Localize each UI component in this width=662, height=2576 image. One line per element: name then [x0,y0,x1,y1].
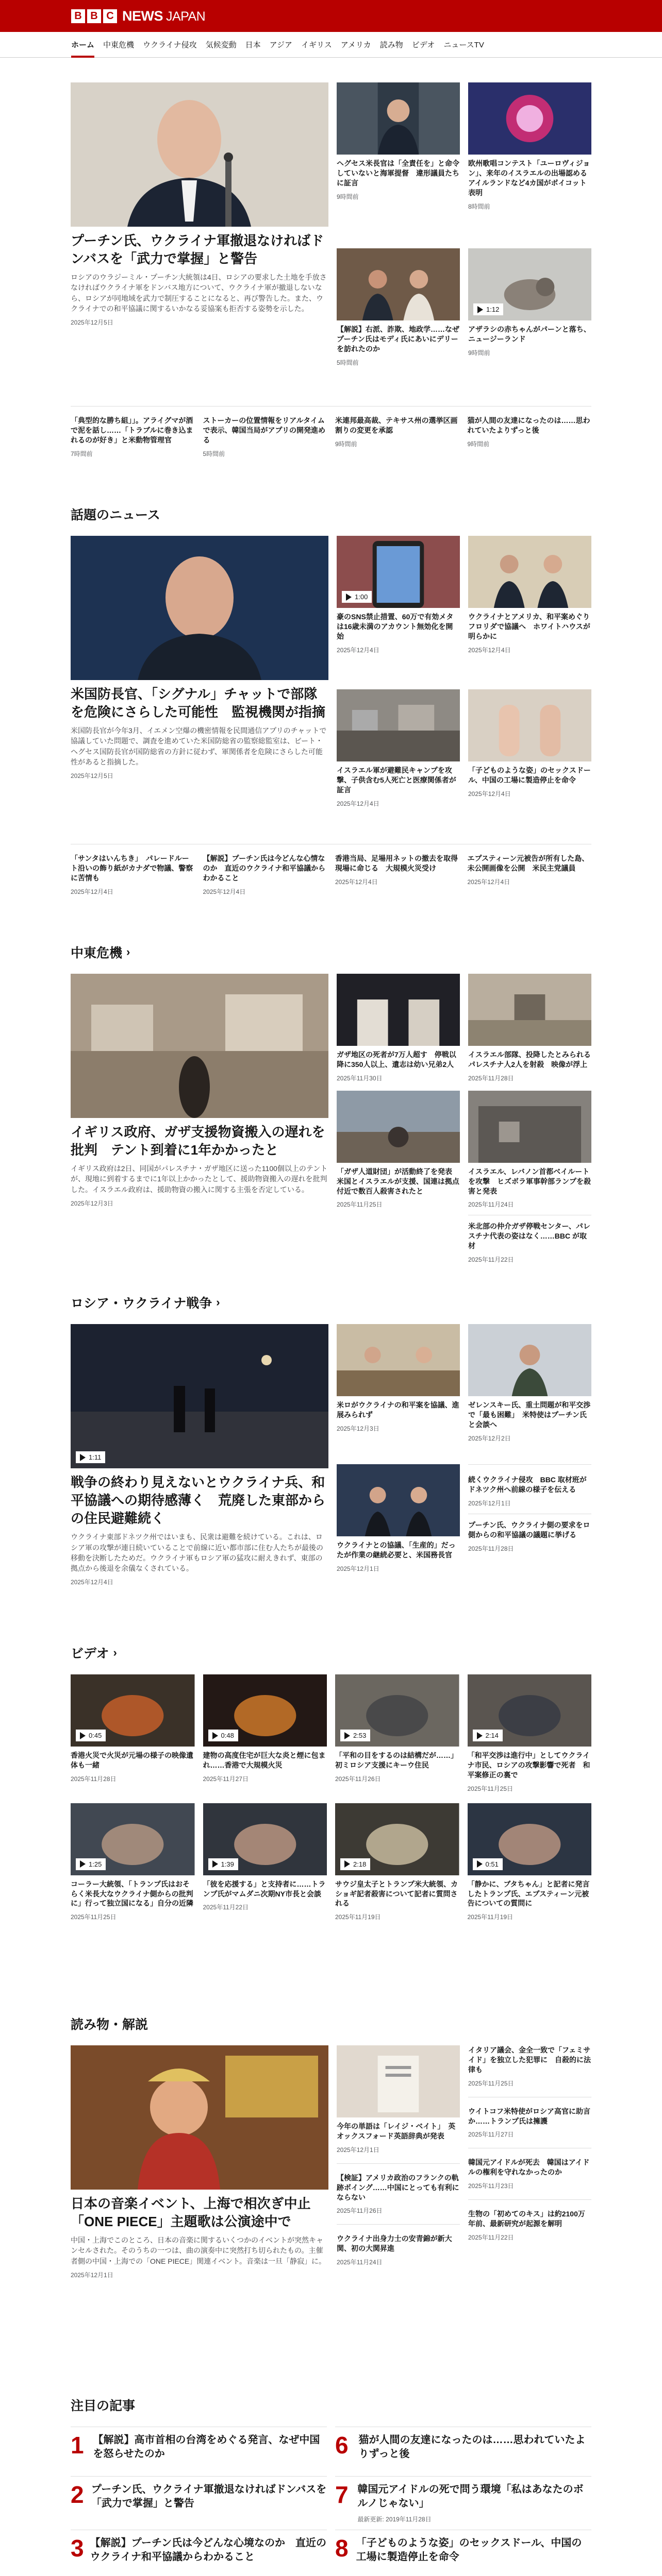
nav-item-climate[interactable]: 気候変動 [205,41,237,49]
nav-item-us[interactable]: アメリカ [340,41,371,49]
story-card[interactable] [337,1324,460,1456]
headline-item[interactable] [468,1464,591,1507]
brand-name[interactable] [122,8,205,24]
video-title[interactable]: 建物の高度住宅が巨大な炎と煙に包まれ……香港で大規模火災 [203,1751,326,1769]
play-icon [344,1860,350,1868]
video-duration: 0:51 [485,1860,499,1868]
video-date: 2025年11月22日 [203,1904,249,1911]
story-date: 2025年12月4日 [468,790,511,798]
lead-story-summary: ロシアのウラジーミル・プーチン大統領は4日、ロシアの要求した土地を手放さなければウクライナ軍をドンバス地方について、ウクライナ軍が撤退しないなら、ロシアが同地域を武力で制圧することになると、再び警告した。また、ウクライナでの和平協議に関するいかなる妥協案も拒否する姿勢を示した。 [71,273,327,313]
lead-story-image [71,1324,328,1468]
lead-story-title[interactable]: イギリス政府、ガザ支援物資搬入の遅れを批判 テント到着に1年かかったと [71,1124,325,1158]
headline-date: 2025年11月22日 [468,2234,514,2242]
rank-number: 3 [71,2535,84,2562]
most-read-title[interactable]: 【解説】プーチン氏は今どんな心境なのか 直近のウクライナ和平協議からわかること [90,2537,326,2563]
most-read-title[interactable]: 韓国元アイドルの死で問う環境「私はあなたのボルノじゃない」 [357,2484,584,2509]
video-card[interactable] [71,1674,195,1793]
video-title[interactable]: 「静かに、ブタちゃん」と記者に発言したトランプ氏、エプスティーン元被告についての質問に [467,1879,590,1908]
video-duration: 1:00 [355,593,368,601]
most-read-item[interactable] [335,2530,591,2576]
video-duration: 2:18 [353,1860,367,1868]
headline-title[interactable]: 香港当局、足場用ネットの撤去を取得現場に命じる 大規模火災受け [335,854,458,872]
video-title[interactable]: 「平和の目をするのは結構だが……」初ミロシア支援にキーウ住民 [335,1751,458,1769]
lead-story-date: 2025年12月1日 [71,2272,113,2279]
lead-story[interactable] [71,536,328,835]
story-image [468,248,591,320]
headline-title[interactable]: 「典型的な勝ち組」」。アライグマが酒で泥を話し……「トラブルに巻き込まれるのが好き」と米動物管理官 [71,416,193,444]
story-title[interactable]: 【解説】右派、詐欺、地政学……なぜプーチン氏はモディ氏にあいにデリーを訪れたのか [337,325,459,353]
story-image [337,2045,460,2117]
story-title[interactable]: ウクライナとアメリカ、和平案めぐりフロリダで協議へ ホワイトハウスが明らかに [468,613,590,640]
video-thumbnail [203,1674,327,1747]
mideast-section [71,943,591,1283]
video-card[interactable] [203,1803,327,1922]
play-icon [477,306,483,313]
play-icon [477,1860,483,1868]
rank-number: 8 [335,2535,349,2562]
most-read-title[interactable]: 猫が人間の友達になったのは……思われていたよりずっと後 [358,2434,586,2460]
most-read-item[interactable] [71,2476,327,2530]
bbc-logo-letter: C [103,9,117,23]
lead-story-title[interactable]: 戦争の終わり見えないとウクライナ兵、和平協議への期待感薄く 荒廃した東部からの住民避難続く [71,1475,326,1527]
story-title[interactable]: イスラエル、レバノン首都ベイルートを攻撃 ヒズボラ軍事幹部ランプを殺害と発表 [468,1167,591,1195]
most-read-title[interactable]: プーチン氏、ウクライナ軍撤退なければドンバスを「武力で掌握」と警告 [91,2484,327,2509]
divider [468,2199,591,2200]
play-button[interactable] [76,1858,106,1870]
section-title: 注目の記事 [71,2399,136,2413]
main-nav [0,32,662,58]
headline-title[interactable]: ストーカーの位置情報をリアルタイムで表示、韓国当局がアプリの開発進める [203,416,325,444]
story-title[interactable]: 豪のSNS禁止措置、60万で有効メタは16歳未満のアカウント無効化を開始 [337,613,454,640]
story-card[interactable] [337,82,460,240]
lead-story-date: 2025年12月5日 [71,772,113,780]
story-title[interactable]: イスラエル軍が避難民キャンプを攻撃、子供含む5人死亡と医療関係者が証言 [337,766,456,794]
story-title[interactable]: プーチン氏、ウクライナ側の要求をロ側からの和平協議の議題に挙げる [468,1520,590,1539]
headline-title[interactable]: 韓国元アイドルが死去 韓国はアイドルの権利を守れなかったのか [468,2158,590,2177]
story-card[interactable] [468,689,591,835]
story-date: 2025年12月1日 [337,2146,379,2154]
video-duration: 1:39 [221,1860,234,1868]
story-card[interactable] [468,1091,591,1264]
main-content [71,58,594,2576]
section-title[interactable] [71,943,591,961]
video-grid [71,1674,591,1921]
video-thumbnail [203,1803,327,1875]
lead-story[interactable] [71,2045,328,2279]
headline-title[interactable]: ウイトコフ米特使がロシア高官に助言か……トランプ氏は擁護 [468,2107,591,2125]
story-card[interactable] [468,82,594,240]
video-title[interactable]: コーラー大統領、「トランプ氏はおそらく米長大なウクライナ側からの批判に」行って独立国になる」自分の近隣 [71,1879,193,1908]
story-date: 2025年12月4日 [337,800,379,807]
most-read-section [71,2396,591,2576]
nav-item-asia[interactable]: アジア [269,41,293,49]
headline-date: 2025年11月26日 [337,2207,383,2215]
story-title[interactable]: ゼレンスキー氏、重土問題が和平交渉で「最も困難」 米特使はプーチン氏と会談へ [468,1401,591,1429]
story-date: 2025年11月30日 [337,1074,383,1082]
play-icon [346,594,352,601]
video-card[interactable] [335,1803,459,1922]
headline-item[interactable] [468,2209,591,2242]
play-icon [212,1732,218,1739]
headline-title[interactable]: ウクライナ出身力士の安青錦が新大関、初の大関昇進 [337,2234,452,2253]
rank-number: 1 [71,2432,84,2459]
brand-region: JAPAN [166,9,206,24]
nav-item-mideast[interactable]: 中東危機 [103,41,135,49]
divider [337,2163,460,2164]
video-duration: 1:11 [89,1453,102,1461]
video-card[interactable] [468,1674,592,1793]
lead-story-image [71,536,328,680]
story-image [337,689,460,761]
lead-story[interactable] [71,82,328,397]
headline-title[interactable]: 【検証】アメリカ政治のフランクの軌跡ボイング……中国にとっても有利にならない [337,2173,459,2201]
headline-title[interactable]: 米北部の仲介ガザ停戦センター、パレスチナ代表の姿はなく……BBC が取材 [468,1222,590,1250]
story-image [337,1324,460,1396]
video-thumbnail [468,1803,592,1875]
lead-story-date: 2025年12月3日 [71,1200,113,1208]
play-button[interactable] [473,303,503,315]
story-title[interactable]: ヘグセス米長官は「全責任を」と命令していないと海軍提督 違形議員たちに証言 [337,159,459,187]
headline-date: 7時間前 [71,450,93,457]
reads-section [71,2014,591,2385]
nav-item-japan[interactable]: 日本 [245,41,261,49]
video-date: 2025年11月25日 [467,1785,514,1792]
story-card[interactable] [337,974,460,1082]
ukraine-section [71,1293,591,1633]
video-date: 2025年11月27日 [203,1775,249,1783]
rank-number: 2 [71,2481,84,2508]
story-date: 2025年12月3日 [337,1425,379,1432]
story-image [337,536,460,608]
story-date: 2025年11月24日 [468,1201,514,1209]
story-date: 8時間前 [468,202,490,210]
headline-title[interactable]: 生物の「初めてのキス」は約2100万年前、最新研究が起源を解明 [468,2210,585,2228]
video-card[interactable] [71,1803,195,1922]
lead-story-summary: ウクライナ東部ドネツク州ではいまも、民衆は避難を続けている。これは、ロシア軍の攻撃が連日続いていることで前線に近い都市部に住む人たちが最後の移動を決断したためだ。ウクライナ軍もロシア軍の猛攻に耐えきれず、東部の拠点から後退を余儀なくされている。 [71,1533,323,1573]
nav-item-video[interactable]: ビデオ [411,41,435,49]
story-date: 5時間前 [337,359,359,367]
lead-story-image [71,82,328,227]
video-thumbnail [335,1803,459,1875]
story-image [468,689,591,761]
headline-date: 9時間前 [335,440,357,448]
lead-story-summary: イギリス政府は2日、同国がパレスチナ・ガザ地区に送った1100個以上のテントが、現地に到着するまでに1年以上かかったとして、援助物資搬入の遅れを批判した。イスラエル政府は、援助物資の搬入に関する主張を否定している。 [71,1164,328,1194]
play-icon [212,1860,218,1868]
headline-item[interactable] [468,2158,591,2190]
story-card[interactable] [468,1464,591,1586]
headline-date: 2025年12月4日 [335,878,378,886]
story-title[interactable]: 米ロがウクライナの和平案を協議、進展みられず [337,1401,459,1419]
section-title[interactable] [71,1293,591,1312]
chevron-right-icon: › [126,945,130,958]
story-title[interactable]: 今年の単語は「レイジ・ベイト」 英オックスフォード英語辞典が発表 [337,2122,456,2140]
brand-news: NEWS [122,8,163,24]
video-thumbnail [71,1803,195,1875]
play-button[interactable] [340,1858,370,1870]
bbc-logo[interactable] [71,9,117,23]
most-read-item[interactable] [71,2427,327,2476]
bbc-logo-letter: B [71,9,85,23]
story-image [337,974,460,1046]
headline-item[interactable] [337,2234,460,2266]
story-title[interactable]: 「ガザ人道財団」が活動終了を発表 米国とイスラエルが支援、国連は拠点付近で数百人殺害されたと [337,1167,459,1195]
play-icon [477,1732,483,1739]
play-icon [80,1732,86,1739]
headline-item[interactable] [335,416,459,458]
video-card[interactable] [203,1674,327,1793]
story-title[interactable]: ガザ地区の死者が7万人超す 停戦以降に350人以上、遺志は幼い兄弟2人 [337,1050,456,1069]
story-image [468,536,591,608]
story-image [337,248,460,320]
play-button[interactable] [208,1858,238,1870]
lead-story-title[interactable]: 日本の音楽イベント、上海で相次ぎ中止 「ONE PIECE」主題歌は公演途中で [71,2196,324,2230]
video-thumbnail [335,1674,459,1747]
story-card[interactable] [337,689,460,835]
chevron-right-icon: › [113,1646,117,1659]
headline-title[interactable]: 「サンタはいんちき」 パレードルート沿いの飾り紙がカナダで物議、警察に苦情も [71,854,193,882]
nav-item-features[interactable]: 読み物 [379,41,403,49]
story-date: 2025年11月28日 [468,1545,514,1552]
story-image [337,1464,460,1536]
story-title[interactable]: アザラシの赤ちゃんがパーンと落ち、ニュージーランド [468,325,591,344]
story-date: 2025年11月28日 [468,1074,514,1082]
rank-number: 6 [335,2432,349,2459]
story-title[interactable]: 欧州歌唱コンテスト「ユーロヴィジョン」、来年のイスラエルの出場認める アイルランドなど4カ国がボイコット表明 [468,159,594,197]
headline-title[interactable]: 続くウクライナ侵攻 BBC 取材班がドネツク州へ前線の様子を伝える [468,1476,587,1494]
lead-story-summary: 中国・上海でこのところ、日本の音楽に関するいくつかのイベントが突然キャンセルされた。そのうちの一つは、曲の演奏中に突然打ち切られたもの。主催者側の中国・上海での「ONE PIECE」関連イベント。音楽は一旦「静寂」に。 [71,2236,326,2265]
most-read-item[interactable] [71,2530,327,2576]
story-title[interactable]: 「子どものような姿」のセックスドール、中国の工場に製造停止を命令 [468,766,591,784]
video-card[interactable] [468,1803,592,1922]
headline-title[interactable]: 米連邦最高裁、テキサス州の選挙区画割りの変更を承認 [335,416,458,434]
most-read-title[interactable]: 【解説】高市首相の台湾をめぐる発言、なぜ中国を怒らせたのか [93,2434,320,2460]
headline-date: 2025年11月23日 [468,2182,514,2190]
video-duration: 1:12 [486,306,500,314]
nav-item-ukraine[interactable]: ウクライナ侵攻 [143,41,197,49]
rank-number: 7 [335,2481,349,2508]
divider [337,2224,460,2225]
story-card[interactable] [337,2045,460,2154]
nav-item-uk[interactable]: イギリス [301,41,332,49]
chevron-right-icon: › [216,1296,220,1309]
story-card[interactable] [468,974,591,1082]
story-card[interactable] [337,536,460,681]
story-image [337,1091,460,1163]
video-thumbnail [71,1674,195,1747]
top-stories [71,82,594,495]
headline-title[interactable]: イタリア議会、金全一致で「フェミサイド」を独立した犯罪に 自殺的に法律も [468,2046,591,2074]
most-read-title[interactable]: 「子どものような姿」のセックスドール、中国の工場に製造停止を命令 [356,2537,582,2563]
video-date: 2025年11月25日 [71,1913,117,1921]
video-date: 2025年11月19日 [467,1913,514,1921]
site-header [0,0,662,32]
headline-date: 2025年11月24日 [337,2259,383,2266]
video-card[interactable] [335,1674,459,1793]
story-card[interactable] [337,248,460,397]
headline-date: 2025年12月4日 [203,888,246,895]
play-button[interactable] [208,1730,238,1741]
story-date: 2025年12月4日 [337,646,379,654]
headline-date: 2025年11月27日 [468,2131,514,2139]
headline-item[interactable] [71,416,195,458]
video-duration: 1:25 [89,1860,102,1868]
headline-title[interactable]: 【解説】プーチン氏は今どんな心情なのか 直近のウクライナ和平協議からわかること [203,854,326,882]
play-icon [80,1454,86,1461]
headline-title[interactable]: エプスティーン元被告が所有した島、未公開画像を公開 米民主党議員 [467,854,589,872]
play-button[interactable] [473,1730,503,1741]
headline-date: 5時間前 [203,450,225,457]
story-date: 2025年11月25日 [337,1201,383,1209]
most-read-item[interactable] [335,2427,591,2476]
play-button[interactable] [473,1858,503,1870]
play-icon [344,1732,350,1739]
video-section [71,1643,591,2004]
headline-item[interactable] [335,854,459,896]
headline-item[interactable] [203,854,327,896]
video-duration: 2:14 [485,1732,499,1739]
headline-item[interactable] [468,2107,591,2139]
lead-story-image [71,2045,328,2190]
video-title[interactable]: 「彼を応援する」と支持者に……トランプ氏がマムダニ次期NY市長と会談 [203,1879,326,1898]
story-card[interactable] [337,1464,460,1586]
lead-story-date: 2025年12月4日 [71,1579,113,1586]
section-title-text: ロシア・ウクライナ戦争 [71,1296,212,1311]
story-date: 9時間前 [468,349,490,357]
section-title: 話題のニュース [71,508,160,522]
headline-date: 9時間前 [467,440,490,448]
lead-story-image [71,974,328,1118]
headline-item[interactable] [468,416,592,458]
video-date: 2025年11月19日 [335,1913,381,1921]
headline-title[interactable]: 猫が人間の友達になったのは……思われていたよりずっと後 [467,416,590,434]
headline-date: 2025年11月25日 [468,2079,514,2087]
most-read-date: 最新更新: 2019年11月28日 [357,2516,432,2523]
story-image [337,82,460,155]
story-card[interactable] [468,536,591,681]
story-title[interactable]: ウクライナとの協議、「生産的」だったが作業の継続必要と、米国務長官 [337,1541,456,1560]
story-image [468,1091,591,1163]
headline-date: 2025年12月4日 [71,888,113,895]
play-button[interactable] [76,1451,105,1463]
headline-item[interactable] [71,854,195,896]
video-duration: 0:45 [89,1732,102,1739]
nav-item-newstv[interactable]: ニュースTV [443,41,484,49]
play-button[interactable] [340,1730,370,1741]
headline-date: 2025年12月1日 [468,1499,511,1507]
video-title[interactable]: 香港火災で火災が元場の様子の映像遺体も一緒 [71,1751,193,1769]
story-card[interactable] [468,248,591,397]
bbc-logo-letter: B [87,9,101,23]
play-button[interactable] [342,591,372,603]
lead-story-title[interactable]: プーチン氏、ウクライナ軍撤退なければドンバスを「武力で掌握」と警告 [71,233,324,267]
lead-story-date: 2025年12月5日 [71,319,113,327]
lead-story[interactable] [71,974,328,1264]
lead-story-title[interactable]: 米国防長官、「シグナル」チャットで部隊を危険にさらした可能性 監視機関が指摘 [71,686,326,720]
video-title[interactable]: 「和平交渉は進行中」としてウクライナ市民、ロシアの攻撃影響で死者 和平案修正の裏で [467,1751,590,1779]
section-title: 読み物・解説 [71,2018,148,2032]
headline-item[interactable] [468,2045,591,2088]
headline-date: 2025年12月4日 [467,878,510,886]
section-title-text: ビデオ [71,1647,109,1661]
nav-item-home[interactable]: ホーム [71,32,94,58]
topics-section [71,505,591,933]
story-image [468,1324,591,1396]
play-icon [80,1860,86,1868]
story-image [468,974,591,1046]
video-duration: 0:48 [221,1732,234,1739]
headline-item[interactable] [203,416,327,458]
lead-story-summary: 米国防長官が今年3月、イエメン空爆の機密情報を民間通信アプリのチャットで協議していた問題で、調査を進めていた米国防総省の監察総監室は、ピート・ヘグセス国防長官が国防総省の方針に従わず、軍関係者を危険にさらした可能性があると指摘した。 [71,726,327,767]
story-card[interactable] [337,1091,460,1264]
video-date: 2025年11月26日 [335,1775,381,1783]
video-duration: 2:53 [353,1732,367,1739]
headline-item[interactable] [337,2173,460,2215]
story-card[interactable] [468,1324,591,1456]
lead-story[interactable] [71,1324,328,1586]
story-title[interactable]: イスラエル部隊、投降したとみられるパレスチナ人2人を射殺 映像が浮上 [468,1050,591,1069]
story-date: 2025年12月4日 [468,646,511,654]
video-title[interactable]: サウジ皇太子とトランプ米大統領、カショギ記者殺害について記者に質問される [335,1879,458,1908]
headline-item[interactable] [468,854,592,896]
section-title-text: 中東危機 [71,946,123,960]
most-read-item[interactable] [335,2476,591,2530]
section-title[interactable] [71,1643,591,1662]
story-image [468,82,591,155]
story-date: 2025年12月1日 [337,1565,379,1572]
headline-date: 2025年11月22日 [468,1256,514,1264]
video-date: 2025年11月28日 [71,1775,117,1783]
video-thumbnail [468,1674,592,1747]
play-button[interactable] [76,1730,106,1741]
story-date: 2025年12月2日 [468,1434,511,1442]
story-date: 9時間前 [337,193,359,200]
most-read-list [71,2427,591,2576]
